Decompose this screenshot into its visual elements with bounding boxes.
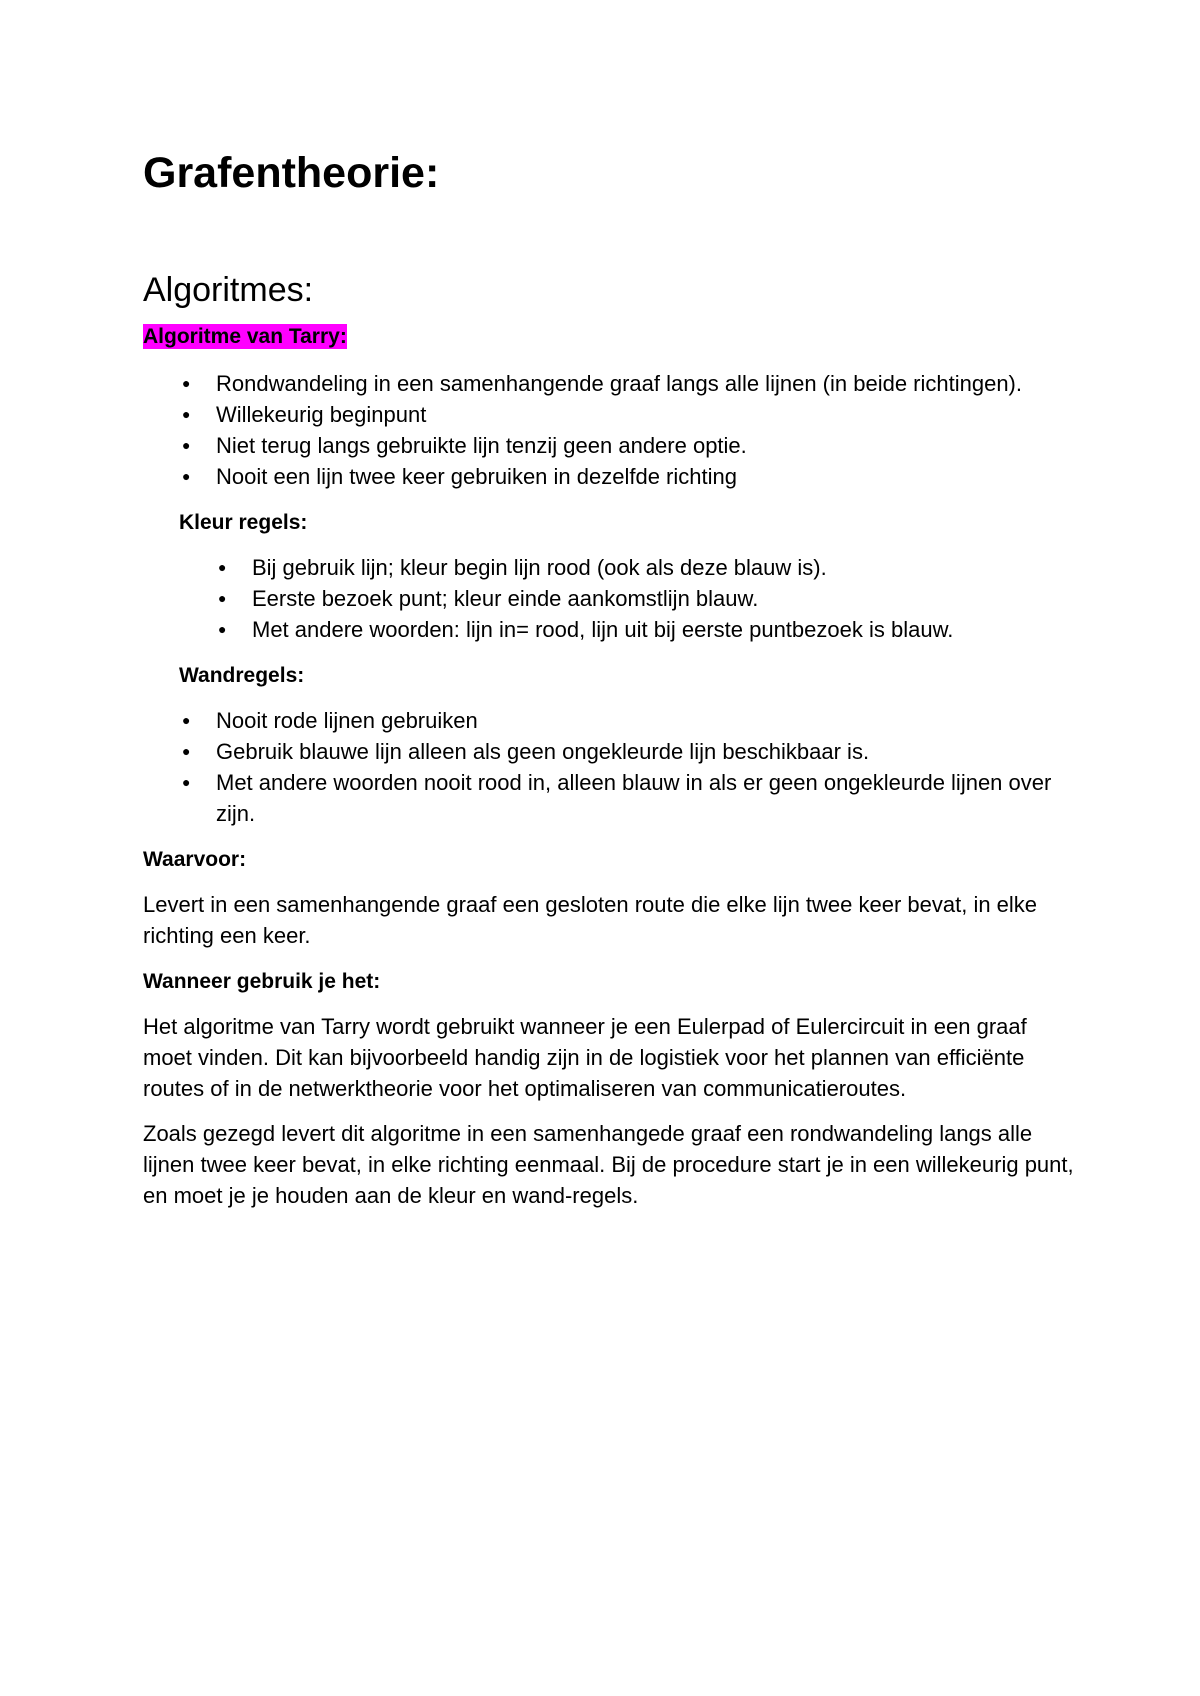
list-item-text: Met andere woorden: lijn in= rood, lijn uit bij eerste puntbezoek is blauw. (252, 617, 954, 642)
bullet-icon: ● (182, 437, 191, 453)
list-item-text: Nooit een lijn twee keer gebruiken in dezelfde richting (216, 464, 737, 489)
list-item-text: Willekeurig beginpunt (216, 402, 427, 427)
highlight-heading-wrap (143, 322, 1080, 354)
bullet-icon: ● (218, 590, 227, 606)
wanneer-heading: Wanneer gebruik je het: (143, 970, 381, 993)
list-item (218, 614, 1080, 645)
wandregels-heading: Wandregels: (179, 664, 305, 687)
list-item-text: Eerste bezoek punt; kleur einde aankomstlijn blauw. (252, 586, 759, 611)
list-item-text: Niet terug langs gebruikte lijn tenzij geen andere optie. (216, 433, 747, 458)
list-item (218, 583, 1080, 614)
list-item (182, 705, 1080, 736)
kleur-regels-heading: Kleur regels: (179, 511, 308, 534)
document-title: Grafentheorie: (143, 149, 440, 197)
list-item-text: Met andere woorden nooit rood in, alleen blauw in als er geen ongekleurde lijnen over zijn. (216, 770, 1052, 826)
list-item-text: Gebruik blauwe lijn alleen als geen ongekleurde lijn beschikbaar is. (216, 739, 870, 764)
waarvoor-text: Levert in een samenhangende graaf een gesloten route die elke lijn twee keer bevat, in elke richting een keer. (143, 892, 1038, 948)
wanneer-paragraph: Het algoritme van Tarry wordt gebruikt wanneer je een Eulerpad of Eulercircuit in een graaf moet vinden. Dit kan bijvoorbeeld handig zijn in de logistiek voor het plannen van efficiënte routes of in de netwerktheorie voor het optimaliseren van communicatieroutes. (143, 1014, 1027, 1101)
list-item-text: Bij gebruik lijn; kleur begin lijn rood (ook als deze blauw is). (252, 555, 827, 580)
bullet-icon: ● (218, 621, 227, 637)
highlighted-subheading: Algoritme van Tarry: (143, 325, 347, 348)
kleur-regels-list (143, 552, 1080, 645)
waarvoor-heading: Waarvoor: (143, 848, 247, 871)
list-item (182, 736, 1080, 767)
list-item (182, 399, 1080, 430)
wanneer-paragraph: Zoals gezegd levert dit algoritme in een samenhangede graaf een rondwandeling langs alle lijnen twee keer bevat, in elke richting eenmaal. Bij de procedure start je in een willekeurig punt, en moet je je houden aan de kleur en wand-regels. (143, 1121, 1074, 1208)
bullet-icon: ● (182, 406, 191, 422)
bullet-icon: ● (182, 743, 191, 759)
section-heading: Algoritmes: (143, 271, 314, 309)
bullet-icon: ● (182, 375, 191, 391)
bullet-icon: ● (182, 712, 191, 728)
list-item-text: Nooit rode lijnen gebruiken (216, 708, 478, 733)
wandregels-list (143, 705, 1080, 829)
list-item (218, 552, 1080, 583)
list-item (182, 461, 1080, 492)
bullet-icon: ● (218, 559, 227, 575)
list-item-text: Rondwandeling in een samenhangende graaf langs alle lijnen (in beide richtingen). (216, 371, 1022, 396)
list-item (182, 767, 1080, 829)
list-item (182, 430, 1080, 461)
bullet-icon: ● (182, 774, 191, 790)
bullet-icon: ● (182, 468, 191, 484)
list-item (182, 368, 1080, 399)
main-bullet-list (143, 368, 1080, 492)
